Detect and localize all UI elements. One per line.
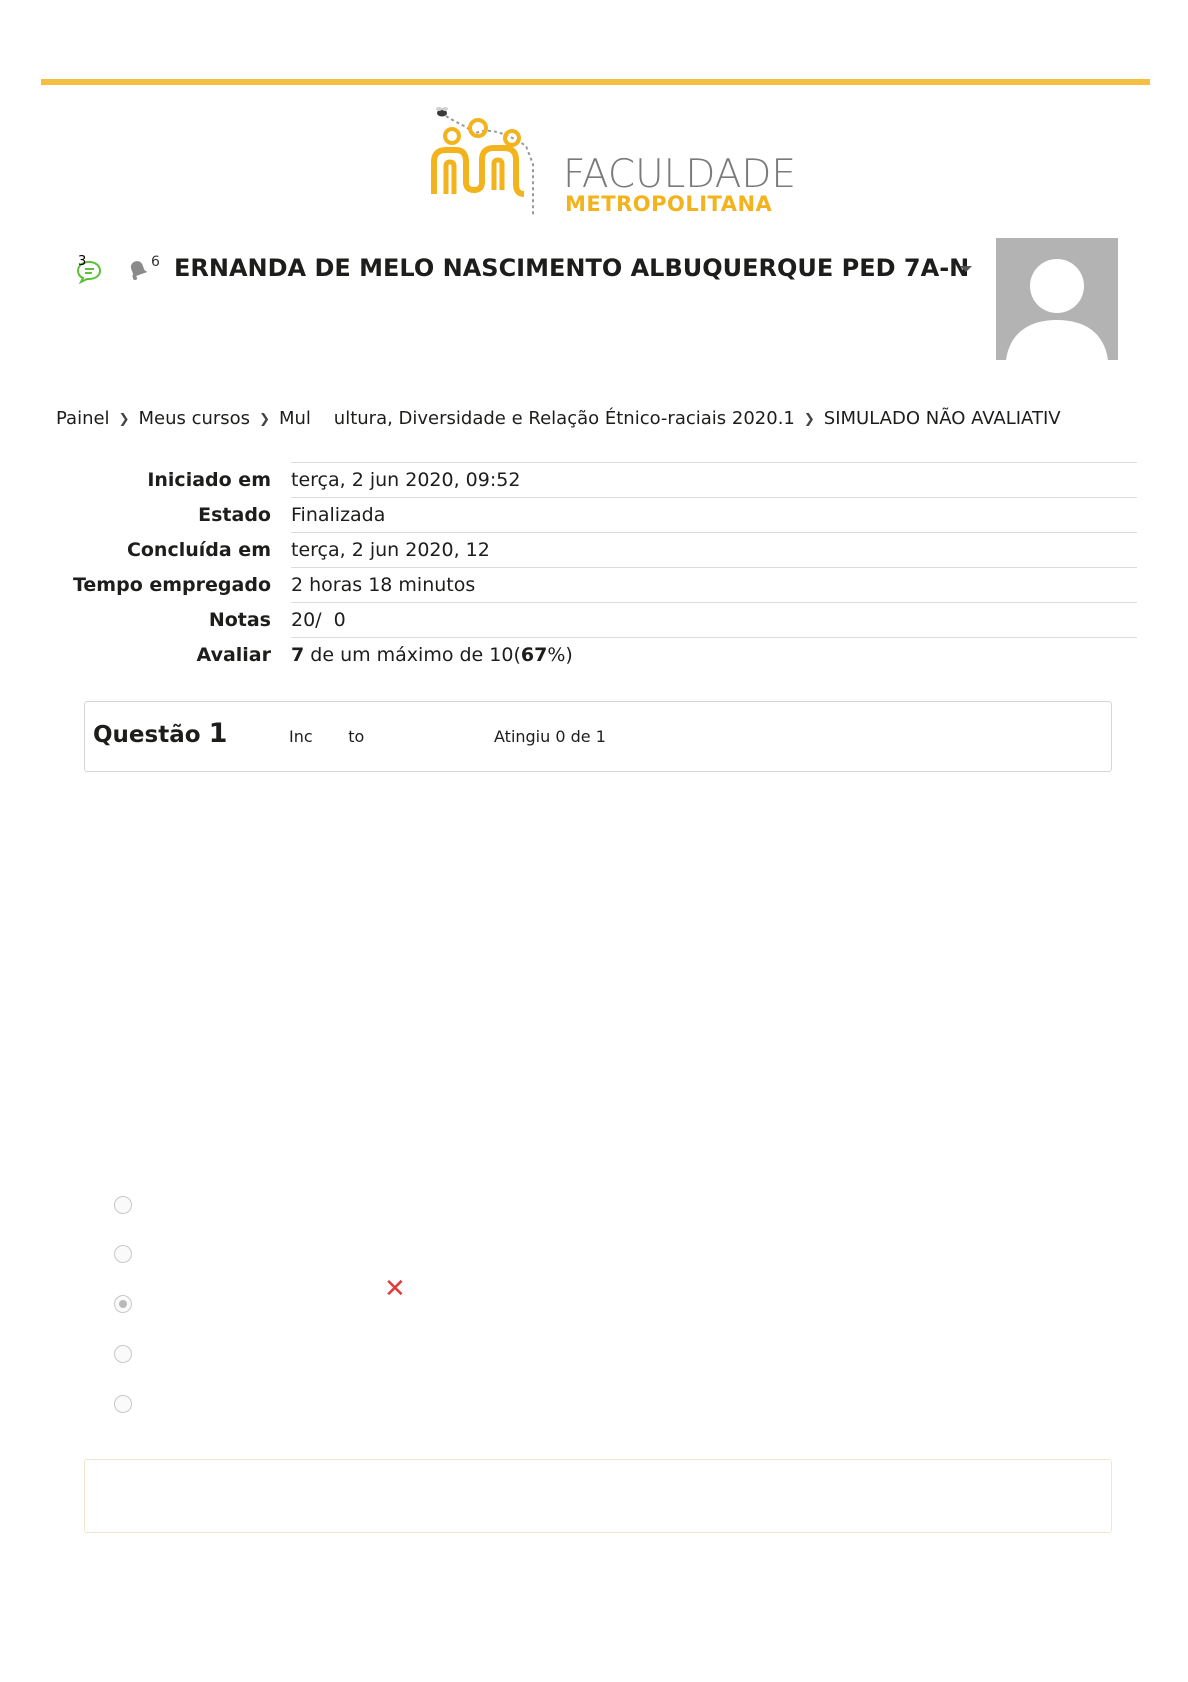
logo-text-faculdade: FACULDADE: [563, 152, 797, 197]
grade-score: 7: [291, 644, 305, 667]
question-label-text: Questão: [93, 722, 201, 748]
breadcrumb-item-course[interactable]: Mul ultura, Diversidade e Relação Étnico-raciais 2020.1: [278, 408, 795, 429]
chevron-right-icon: ❯: [118, 412, 130, 427]
question-label: [93, 718, 227, 749]
summary-row: [56, 463, 1137, 498]
breadcrumb-item-painel[interactable]: Painel: [56, 408, 110, 429]
summary-label: Avaliar: [196, 644, 271, 666]
attempt-summary-table: [56, 462, 1137, 673]
summary-label: Notas: [208, 609, 271, 631]
summary-row: [56, 498, 1137, 533]
question-info-box: [84, 701, 1112, 772]
top-accent-bar: [41, 79, 1150, 85]
answer-option-radio-e[interactable]: [114, 1395, 132, 1413]
summary-value: 20/ 0: [291, 603, 1137, 638]
notifications-count: 6: [151, 254, 160, 270]
chevron-right-icon: ❯: [803, 412, 815, 427]
incorrect-x-icon: ✕: [384, 1274, 406, 1304]
breadcrumb: [56, 408, 1061, 429]
question-state: Inc to: [289, 727, 365, 746]
logo-mark-icon: [428, 104, 568, 216]
question-number: 1: [208, 718, 228, 749]
user-menu-name[interactable]: ERNANDA DE MELO NASCIMENTO ALBUQUERQUE PED 7A-N: [174, 254, 970, 282]
summary-value: 2 horas 18 minutos: [291, 568, 1137, 603]
grade-suffix: %): [547, 644, 573, 667]
answer-option-radio-d[interactable]: [114, 1345, 132, 1363]
summary-label: Concluída em: [126, 539, 271, 561]
summary-row: [56, 603, 1137, 638]
logo-text-metropolitana: METROPOLITANA: [565, 192, 773, 216]
summary-label: Estado: [198, 504, 271, 526]
grade-middle: de um máximo de 10(: [304, 644, 521, 667]
avatar[interactable]: [996, 238, 1118, 360]
chevron-right-icon: ❯: [259, 412, 270, 427]
feedback-box: [84, 1459, 1112, 1533]
question-grade: Atingiu 0 de 1: [494, 727, 606, 746]
summary-label: Tempo empregado: [72, 574, 271, 596]
bell-icon[interactable]: [126, 258, 150, 282]
messages-count: 3: [78, 254, 87, 269]
answer-option-radio-b[interactable]: [114, 1245, 132, 1263]
summary-row-grade: [56, 638, 1137, 673]
answer-option-radio-c[interactable]: [114, 1295, 132, 1313]
faculdade-metropolitana-logo[interactable]: [428, 104, 797, 216]
summary-value: terça, 2 jun 2020, 09:52: [291, 463, 1137, 498]
summary-label: Iniciado em: [147, 469, 271, 491]
summary-row: [56, 533, 1137, 568]
summary-value-grade: [291, 638, 1137, 673]
summary-row: [56, 568, 1137, 603]
avatar-placeholder-icon: [996, 238, 1118, 360]
answer-option-radio-a[interactable]: [114, 1196, 132, 1214]
grade-percent: 67: [520, 644, 548, 667]
summary-value: terça, 2 jun 2020, 12: [291, 533, 1137, 568]
caret-down-icon[interactable]: [960, 266, 972, 272]
breadcrumb-item-meus-cursos[interactable]: Meus cursos: [138, 408, 251, 429]
summary-value: Finalizada: [291, 498, 1137, 533]
breadcrumb-item-quiz[interactable]: SIMULADO NÃO AVALIATIV: [823, 408, 1061, 429]
